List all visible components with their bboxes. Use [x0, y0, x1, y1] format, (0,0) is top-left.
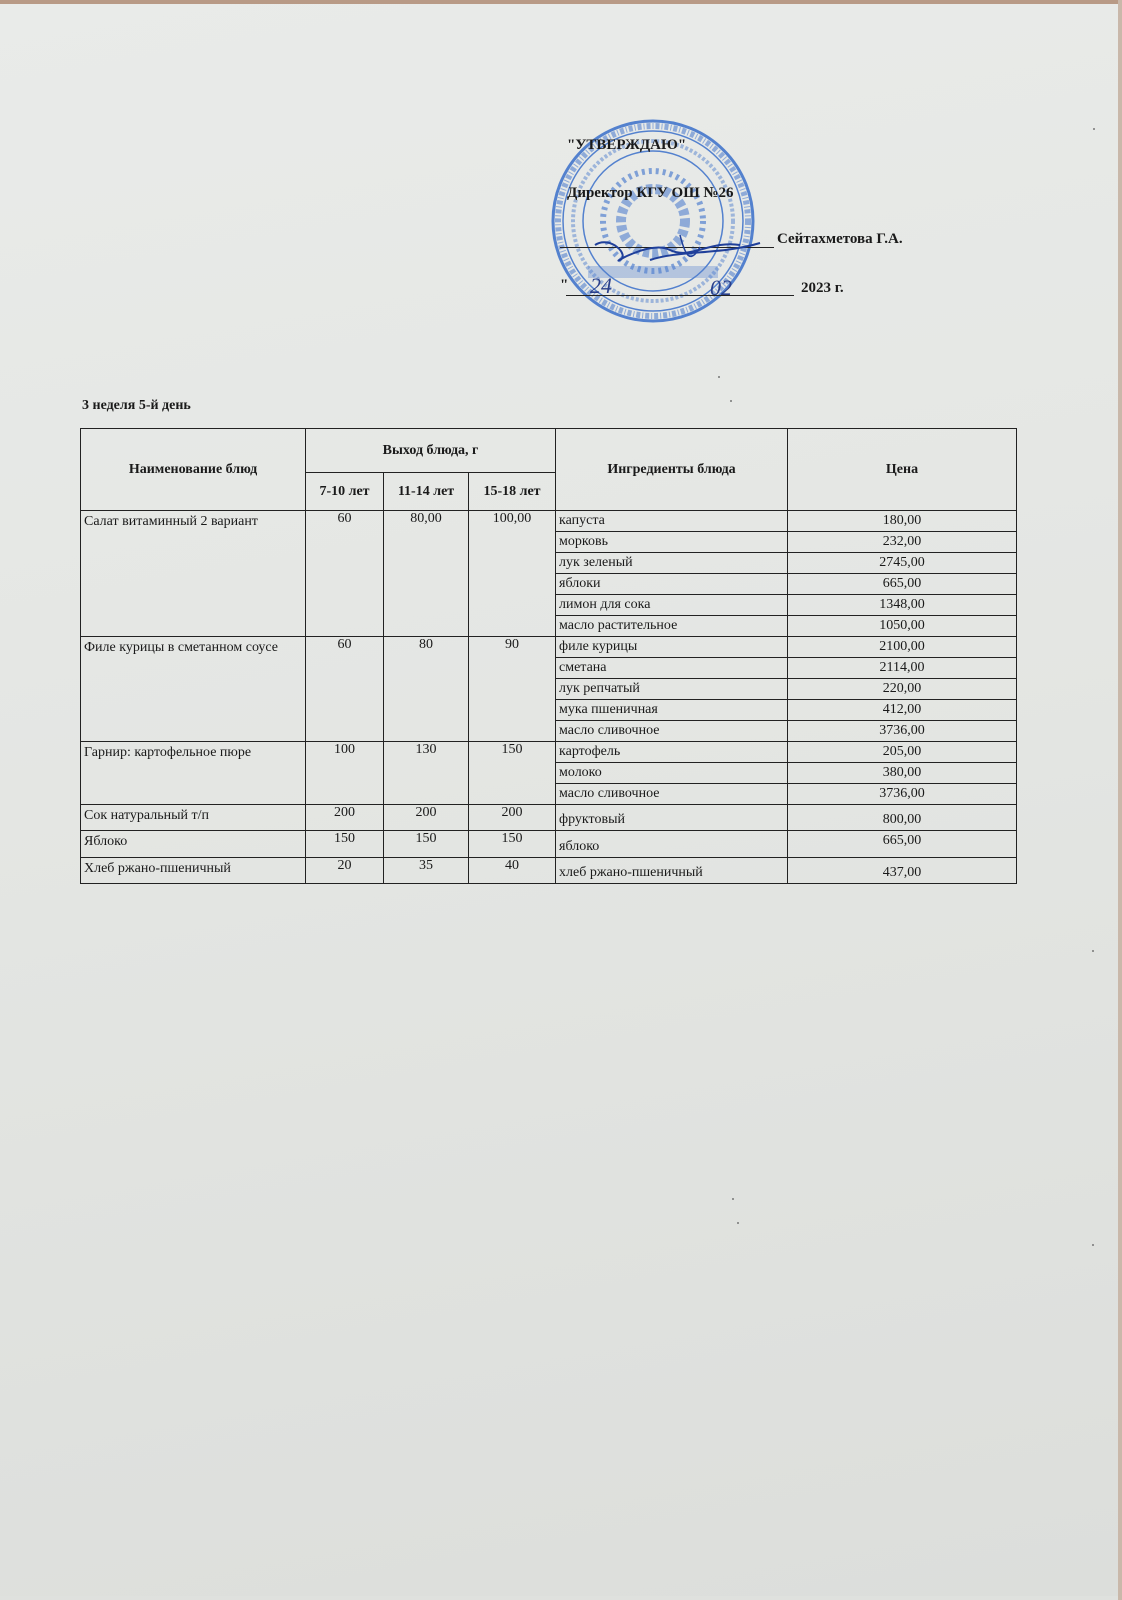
speck: [1093, 128, 1095, 130]
ingredient-name: яблоки: [556, 574, 788, 595]
header-age-15-18: 15-18 лет: [469, 473, 556, 511]
ingredient-name: картофель: [556, 742, 788, 763]
yield-15-18: 150: [469, 742, 556, 805]
ingredient-name: фруктовый: [556, 805, 788, 831]
table-row: [81, 805, 1017, 831]
yield-15-18: 100,00: [469, 511, 556, 637]
menu-table: [80, 428, 1017, 884]
ingredient-price: 3736,00: [788, 721, 1017, 742]
yield-15-18: 150: [469, 831, 556, 858]
ingredient-price: 2114,00: [788, 658, 1017, 679]
ingredient-name: лимон для сока: [556, 595, 788, 616]
signature-stroke: [595, 242, 760, 260]
dish-name: Гарнир: картофельное пюре: [81, 742, 306, 805]
yield-11-14: 80: [384, 637, 469, 742]
header-yield: Выход блюда, г: [306, 429, 556, 473]
header-row-top: [81, 429, 1017, 473]
ingredient-price: 2745,00: [788, 553, 1017, 574]
table-row: [81, 831, 1017, 858]
menu-table-body: [81, 511, 1017, 884]
speck: [1092, 950, 1094, 952]
ingredient-name: филе курицы: [556, 637, 788, 658]
dish-name: Филе курицы в сметанном соусе: [81, 637, 306, 742]
ingredient-name: масло сливочное: [556, 721, 788, 742]
handwritten-signature: [590, 235, 790, 305]
ingredient-price: 3736,00: [788, 784, 1017, 805]
dish-name: Яблоко: [81, 831, 306, 858]
ingredient-price: 665,00: [788, 574, 1017, 595]
dish-name: Хлеб ржано-пшеничный: [81, 858, 306, 884]
ingredient-name: масло растительное: [556, 616, 788, 637]
photo-right-edge: [1118, 0, 1122, 1600]
header-price: Цена: [788, 429, 1017, 511]
yield-7-10: 150: [306, 831, 384, 858]
ingredient-price: 180,00: [788, 511, 1017, 532]
ingredient-price: 220,00: [788, 679, 1017, 700]
ingredient-name: сметана: [556, 658, 788, 679]
yield-11-14: 200: [384, 805, 469, 831]
speck: [730, 400, 732, 402]
ingredient-name: лук зеленый: [556, 553, 788, 574]
approval-position: Директор КГУ ОШ №26: [567, 185, 734, 201]
ingredient-name: масло сливочное: [556, 784, 788, 805]
table-row: [81, 858, 1017, 884]
yield-7-10: 60: [306, 511, 384, 637]
yield-7-10: 60: [306, 637, 384, 742]
ingredient-name: морковь: [556, 532, 788, 553]
table-row: [81, 511, 1017, 532]
speck: [737, 1222, 739, 1224]
dish-name: Салат витаминный 2 вариант: [81, 511, 306, 637]
header-ingredients: Ингредиенты блюда: [556, 429, 788, 511]
table-row: [81, 742, 1017, 763]
date-open-quote: ": [560, 277, 569, 293]
ingredient-price: 205,00: [788, 742, 1017, 763]
yield-11-14: 130: [384, 742, 469, 805]
signatory-name: Сейтахметова Г.А.: [777, 231, 903, 247]
yield-15-18: 200: [469, 805, 556, 831]
yield-7-10: 200: [306, 805, 384, 831]
yield-11-14: 80,00: [384, 511, 469, 637]
yield-15-18: 90: [469, 637, 556, 742]
ingredient-price: 380,00: [788, 763, 1017, 784]
header-age-11-14: 11-14 лет: [384, 473, 469, 511]
speck: [1092, 1244, 1094, 1246]
ingredient-name: яблоко: [556, 831, 788, 858]
ingredient-name: мука пшеничная: [556, 700, 788, 721]
header-dish-name: Наименование блюд: [81, 429, 306, 511]
header-age-7-10: 7-10 лет: [306, 473, 384, 511]
ingredient-price: 232,00: [788, 532, 1017, 553]
speck: [732, 1198, 734, 1200]
ingredient-price: 2100,00: [788, 637, 1017, 658]
speck: [718, 376, 720, 378]
dish-name: Сок натуральный т/п: [81, 805, 306, 831]
yield-11-14: 150: [384, 831, 469, 858]
ingredient-price: 1348,00: [788, 595, 1017, 616]
approval-title: "УТВЕРЖДАЮ": [567, 137, 687, 153]
ingredient-price: 1050,00: [788, 616, 1017, 637]
handwritten-month: 02: [710, 275, 732, 300]
yield-15-18: 40: [469, 858, 556, 884]
menu-day-title: 3 неделя 5-й день: [82, 398, 191, 413]
ingredient-price: 437,00: [788, 858, 1017, 884]
ingredient-name: молоко: [556, 763, 788, 784]
ingredient-price: 665,00: [788, 831, 1017, 858]
ingredient-price: 412,00: [788, 700, 1017, 721]
table-row: [81, 637, 1017, 658]
yield-7-10: 100: [306, 742, 384, 805]
yield-11-14: 35: [384, 858, 469, 884]
ingredient-name: хлеб ржано-пшеничный: [556, 858, 788, 884]
yield-7-10: 20: [306, 858, 384, 884]
approval-year: 2023 г.: [801, 280, 844, 296]
handwritten-day: 24: [590, 273, 612, 298]
ingredient-name: капуста: [556, 511, 788, 532]
ingredient-price: 800,00: [788, 805, 1017, 831]
ingredient-name: лук репчатый: [556, 679, 788, 700]
